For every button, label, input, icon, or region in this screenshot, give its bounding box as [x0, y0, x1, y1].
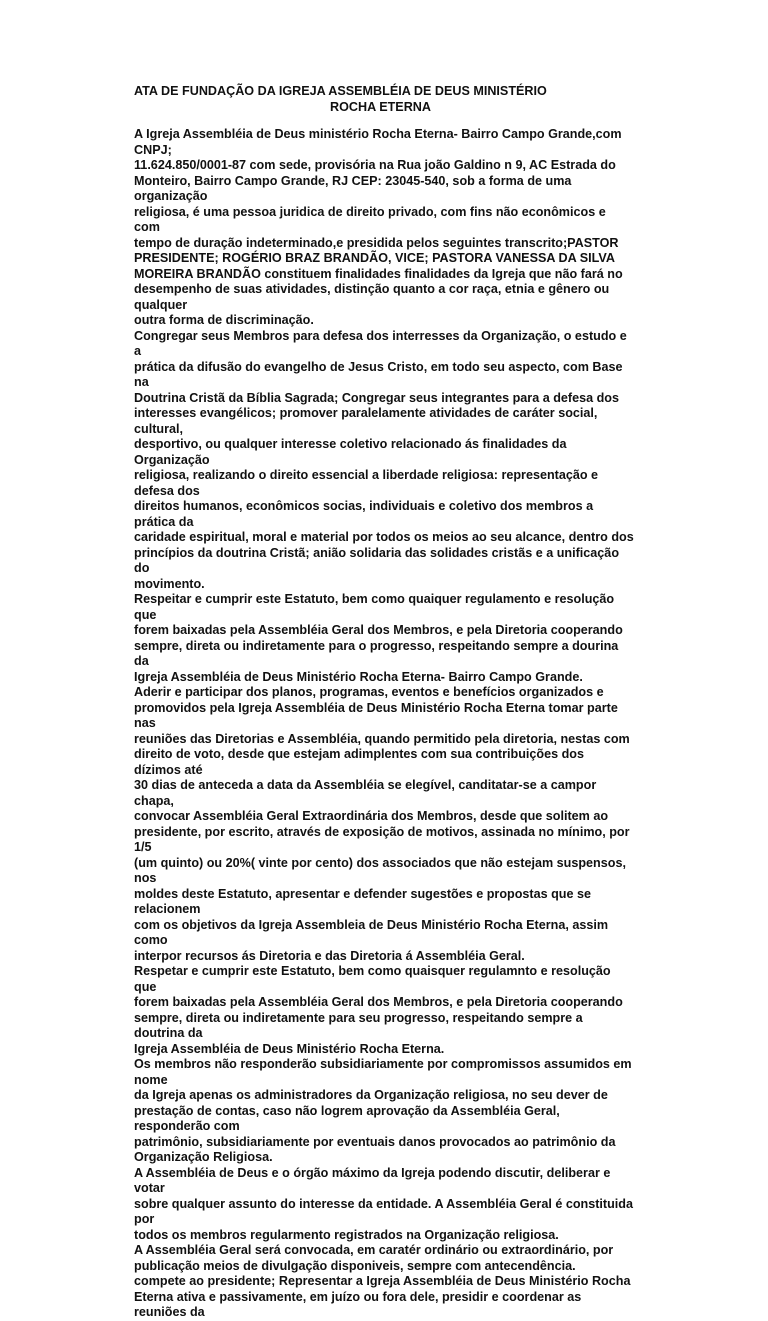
title-line-1: ATA DE FUNDAÇÃO DA IGREJA ASSEMBLÉIA DE DEUS MINISTÉRIO [134, 84, 547, 98]
document-title [134, 83, 634, 115]
title-line-2: ROCHA ETERNA [330, 100, 431, 114]
paragraph: Congregar seus Membros para defesa dos interresses da Organização, o estudo e a prática da difusão do evangelho de Jesus Cristo, em todo seu aspecto, com Base na Doutrina Cristã da Bíblia Sagrada; Congregar seus integrantes para a defesa dos interesses evangélicos; promover paralelamente atividades de caráter social, cultural, desportivo, ou qualquer interesse coletivo relacionado ás finalidades da Organização religiosa, realizando o direito essencial a liberdade religiosa: representação e defesa dos direitos humanos, econômicos socias, individuais e coletivo dos membros a prática da caridade espiritual, moral e material por todos os meios ao seu alcance, dentro dos princípios da doutrina Cristã; anião solidaria das solidades cristãs e a unificação do movimento. [134, 328, 634, 591]
paragraph: Aderir e participar dos planos, programas, eventos e benefícios organizados e promovidos pela Igreja Assembléia de Deus Ministério Rocha Eterna tomar parte nas reuniões das Diretorias e Assembléia, quando permitido pela diretoria, nestas com direito de voto, desde que estejam adimplentes com sua contribuições dos dízimos até 30 dias de anteceda a data da Assembléia se elegível, canditatar-se a campor chapa, convocar Assembléia Geral Extraordinária dos Membros, desde que solitem ao presidente, por escrito, através de exposição de motivos, assinada no mínimo, por 1/5 (um quinto) ou 20%( vinte por cento) dos associados que não estejam suspensos, nos moldes deste Estatuto, apresentar e defender sugestões e propostas que se relacionem com os objetivos da Igreja Assembleia de Deus Ministério Rocha Eterna, assim como interpor recursos ás Diretoria e das Diretoria á Assembléia Geral. [134, 685, 630, 963]
paragraph: Os membros não responderão subsidiariamente por compromissos assumidos em nome da Igreja apenas os administradores da Organização religiosa, no seu dever de prestação de contas, caso não logrem aprovação da Assembléia Geral, responderão com patrimônio, subsidiariamente por eventuais danos provocados ao patrimônio da Organização Religiosa. [134, 1057, 632, 1164]
paragraph: Respetar e cumprir este Estatuto, bem como quaisquer regulamnto e resolução que forem baixadas pela Assembléia Geral dos Membros, e pela Diretoria cooperando sempre, direta ou indiretamente para seu progresso, respeitando sempre a doutrina da Igreja Assembléia de Deus Ministério Rocha Eterna. [134, 964, 623, 1056]
paragraph: Respeitar e cumprir este Estatuto, bem como quaiquer regulamento e resolução que forem baixadas pela Assembléia Geral dos Membros, e pela Diretoria cooperando sempre, direta ou indiretamente para o progresso, respeitando sempre a dourina da Igreja Assembléia de Deus Ministério Rocha Eterna- Bairro Campo Grande. [134, 592, 623, 684]
paragraph: A Assembléia Geral será convocada, em caratér ordinário ou extraordinário, por publicação meios de divulgação disponiveis, sempre com antecendência. [134, 1243, 614, 1273]
paragraph: compete ao presidente; Representar a Igreja Assembléia de Deus Ministério Rocha Eterna ativa e passivamente, em juízo ou fora dele, presidir e coordenar as reuniões da [134, 1274, 631, 1319]
document-body [134, 127, 634, 1321]
paragraph: A Assembléia de Deus e o órgão máximo da Igreja podendo discutir, deliberar e votar sobre qualquer assunto do interesse da entidade. A Assembléia Geral é constituida por todos os membros regularmento registrados na Organização religiosa. [134, 1165, 633, 1242]
paragraph: A Igreja Assembléia de Deus ministério Rocha Eterna- Bairro Campo Grande,com CNPJ; 11.624.850/0001-87 com sede, provisória na Rua joão Galdino n 9, AC Estrada do Monteiro, Bairro Campo Grande, RJ CEP: 23045-540, sob a forma de uma organização religiosa, é uma pessoa juridica de direito privado, com fins não econômicos e com tempo de duração indeterminado,e presidida pelos seguintes transcrito;PASTOR PRESIDENTE; ROGÉRIO BRAZ BRANDÃO, VICE; PASTORA VANESSA DA SILVA MOREIRA BRANDÃO constituem finalidades finalidades da Igreja que não fará no desempenho de suas atividades, distinção quanto a cor raça, etnia e gênero ou qualquer outra forma de discriminação. [134, 127, 623, 327]
